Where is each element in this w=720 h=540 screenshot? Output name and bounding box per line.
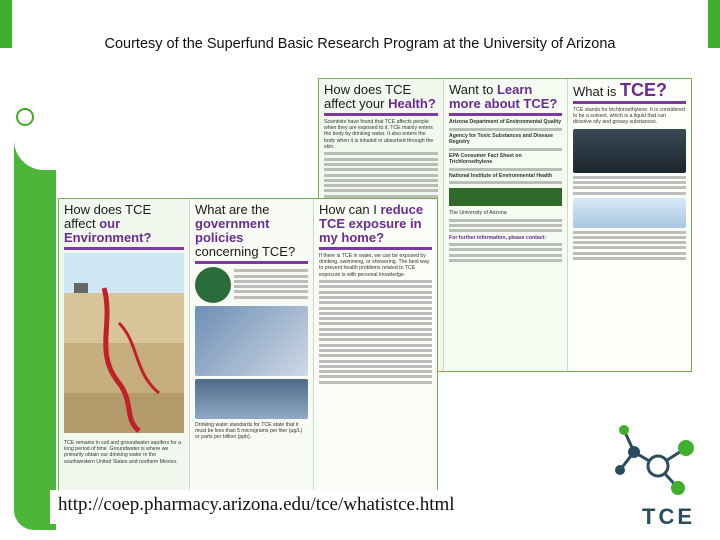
panel-body: TCE remains in soil and groundwater aquifers for a long period of time. Groundwater is where we primarily obtain our drinking water in the southwestern United States and northern Mexico. (64, 440, 182, 465)
panel-body: Scientists have found that TCE affects people when they are exposed to it. TCE mainly enters the body by drinking water. It also enters the body when it is inhaled or absorbed through the skin. (324, 119, 434, 150)
source-url-link[interactable]: http://coep.pharmacy.arizona.edu/tce/whatistce.html (58, 494, 455, 515)
panel-policies (189, 199, 313, 517)
panel-what-is-tce (567, 79, 691, 371)
groundwater-diagram (64, 253, 184, 433)
panel-body: Drinking water standards for TCE state that it must be less than 5 micrograms per liter (µg/L) or parts per billion (ppb). (195, 422, 303, 441)
panel-title: How can I reduce TCE exposure in my home? (319, 202, 424, 245)
panel-reduce-exposure (313, 199, 437, 517)
banner-bar (449, 188, 562, 206)
tce-logo: TCE (642, 504, 695, 529)
solar-panel-photo (195, 379, 308, 419)
barrels-photo (573, 129, 686, 173)
airplane-photo (573, 198, 686, 228)
epa-seal-icon (195, 267, 231, 303)
panel-title: How does TCE affect your Health? (324, 82, 436, 111)
panel-title: Want to Learn more about TCE? (449, 82, 558, 111)
panel-environment (59, 199, 189, 517)
panel-title: What is TCE? (573, 80, 667, 100)
page-title: Courtesy of the Superfund Basic Research Program at the University of Arizona (104, 36, 616, 52)
panel-title: What are the government policies concerning TCE? (195, 202, 296, 259)
water-treatment-photo (195, 306, 308, 376)
side-rail (14, 60, 56, 530)
tce-molecule-icon (606, 418, 710, 504)
brochure-inside-image (58, 198, 438, 518)
panel-title: How does TCE affect our Environment? (64, 202, 152, 245)
bullet-icon (16, 108, 34, 126)
panel-body: If there is TCE in water, we can be exposed by drinking, swimming, or showering. The best way to prevent health problems related to TCE exposure is with personal knowledge. (319, 253, 430, 278)
panel-body: TCE stands for trichloroethylene. It is considered to be a solvent, which is a liquid that can dissolve oily and greasy substances. (573, 107, 685, 126)
panel-learn-more: Want to Learn more about TCE? Arizona Department of Environmental Quality Agency for Toxic Substances and Disease Registry EPA Consumer Fact Sheet on Trichloroethylene National Institute of Environmental Health The University of Arizona For further information, please contact: (443, 79, 567, 371)
